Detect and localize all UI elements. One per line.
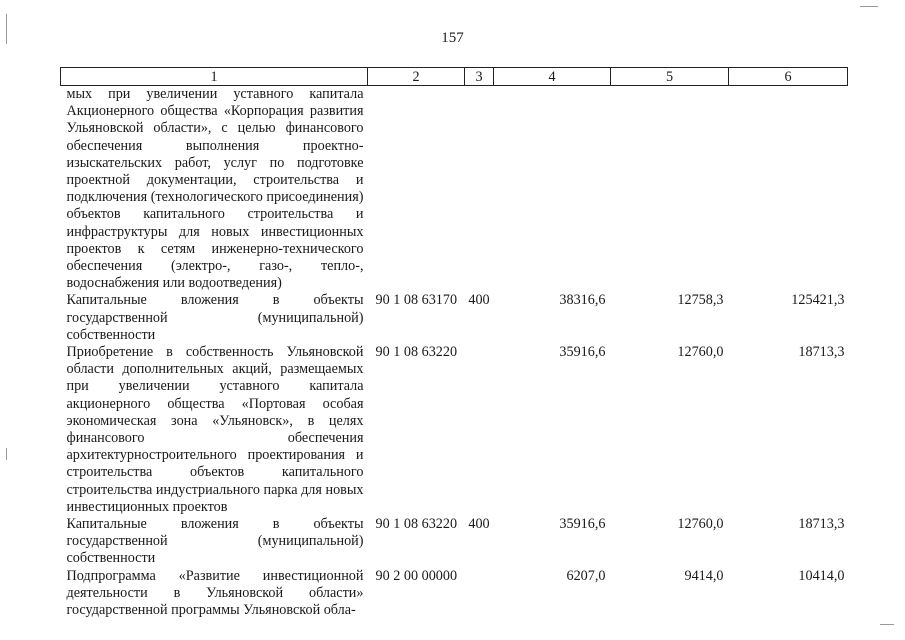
table-row (61, 292, 848, 344)
row-name: Приобретение в собственность Ульяновской области дополнительных акций, размещаемых при увеличении уставного капитала акционерного общества «Портовая особая экономическая зона «Ульяновск», в целях финансового обеспечения архитектурностроительного проектирования и строительства объектов капитального строительства индустриального парка для новых инвестиционных проектов (66, 344, 364, 515)
row-expense-type (465, 86, 494, 293)
row-code (368, 86, 465, 293)
scan-mark (860, 6, 878, 7)
row-value-col6: 18713,3 (798, 516, 845, 533)
row-code: 90 1 08 63220 (375, 516, 458, 533)
row-name: Подпрограмма «Развитие инвестиционной деятельности в Ульяновской области» государственной программы Ульяновской обла- (66, 567, 364, 619)
row-value-col6: 18713,3 (798, 344, 845, 361)
row-value-col5: 12758,3 (677, 292, 724, 309)
row-expense-type: 400 (468, 292, 490, 309)
table-row (61, 344, 848, 516)
column-header-2: 2 (368, 68, 465, 86)
table-row (61, 516, 848, 568)
row-value-col5: 12760,0 (677, 344, 724, 361)
row-value-col5 (611, 86, 729, 293)
row-value-col4: 6207,0 (566, 567, 606, 584)
row-value-col4: 35916,6 (559, 516, 606, 533)
column-header-1: 1 (61, 68, 368, 86)
scan-mark (880, 624, 894, 625)
scan-mark (6, 448, 7, 460)
row-code: 90 1 08 63220 (375, 344, 458, 361)
page-number: 157 (441, 30, 464, 46)
row-code: 90 2 00 00000 (375, 567, 458, 584)
row-expense-type (465, 568, 494, 620)
row-code: 90 1 08 63170 (375, 292, 458, 309)
row-value-col6: 125421,3 (791, 292, 845, 309)
scan-mark (6, 14, 7, 44)
row-name: Капитальные вложения в объекты государственной (муниципальной) собственности (66, 516, 364, 567)
row-value-col4: 38316,6 (559, 292, 606, 309)
column-header-6: 6 (729, 68, 848, 86)
budget-table (60, 67, 848, 619)
column-header-4: 4 (494, 68, 611, 86)
table-row (61, 568, 848, 620)
row-expense-type (465, 344, 494, 516)
column-number-header (61, 68, 848, 86)
table-row (61, 86, 848, 293)
row-value-col6 (729, 86, 848, 293)
row-expense-type: 400 (468, 516, 490, 533)
row-name: мых при увеличении уставного капитала Акционерного общества «Корпорация развития Ульяновской области», с целью финансового обеспечения выполнения проектно-изыскательских работ, услуг по подготовке проектной документации, строительства и подключения (технологического присоединения) объектов капитального строительства и инфраструктуры для новых инвестиционных проектов к сетям инженерно-технического обеспечения (электро-, газо-, тепло-, водоснабжения или водоотведения) (66, 86, 364, 292)
row-value-col5: 12760,0 (677, 516, 724, 533)
row-value-col4: 35916,6 (559, 344, 606, 361)
row-name: Капитальные вложения в объекты государственной (муниципальной) собственности (66, 292, 364, 343)
column-header-3: 3 (465, 68, 494, 86)
row-value-col4 (494, 86, 611, 293)
row-value-col5: 9414,0 (684, 567, 724, 584)
column-header-5: 5 (611, 68, 729, 86)
row-value-col6: 10414,0 (798, 567, 845, 584)
